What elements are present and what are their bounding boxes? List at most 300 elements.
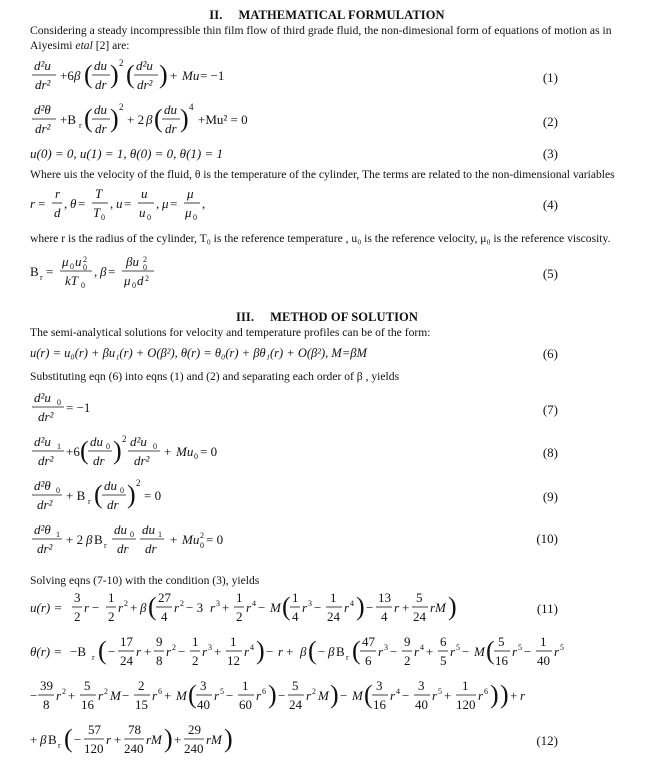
intro-paragraph [30,24,642,53]
svg-text:M: M [176,688,187,703]
svg-text:8: 8 [43,697,50,712]
svg-text:(: ( [154,104,163,133]
section-number: III. [235,310,255,324]
svg-text:+: + [222,600,230,615]
svg-text:r: r [450,644,456,659]
svg-text:1: 1 [462,678,469,693]
svg-text:r: r [88,497,91,506]
svg-text:r: r [202,644,208,659]
svg-text:2: 2 [108,609,115,624]
svg-text:dr: dr [165,121,177,136]
svg-text:): ) [164,724,173,753]
svg-text:(: ( [188,680,197,709]
svg-text:(: ( [98,636,107,665]
svg-text:24: 24 [413,609,426,624]
svg-text:4: 4 [252,599,256,608]
svg-text:dr²: dr² [134,453,150,468]
svg-text:= 0: = 0 [206,532,224,547]
svg-text:5: 5 [416,590,423,605]
svg-text:+Mu² = 0: +Mu² = 0 [198,112,248,127]
svg-text:r: r [106,732,112,747]
svg-text:du: du [104,478,117,493]
svg-text:17: 17 [120,634,133,649]
svg-text:Mu: Mu [176,444,194,459]
svg-text:β: β [140,600,147,615]
svg-text:40: 40 [197,697,210,712]
svg-text:−: − [108,644,116,659]
equation-3: u(0) = 0, u(1) = 1, θ(0) = 0, θ(1) = 1 [30,146,223,161]
svg-text:u: u [139,205,146,220]
svg-text:+: + [286,644,294,659]
svg-text:r: r [414,644,420,659]
svg-text:r: r [30,196,36,211]
svg-text:+6: +6 [66,444,80,459]
svg-text:2: 2 [192,653,199,668]
svg-text:2: 2 [122,434,127,444]
svg-text:+: + [170,532,178,547]
svg-text:2: 2 [236,609,243,624]
svg-text:M: M [474,644,485,659]
svg-text:−: − [402,688,410,703]
svg-text:40: 40 [537,653,550,668]
section-number: II. [209,8,223,22]
equation-number-11: (11) [536,601,558,616]
svg-text:B: B [30,264,39,279]
equation-4 [30,184,290,226]
svg-text:−: − [30,688,38,703]
where-paragraph-1: Where uis the velocity of the fluid, θ is the temperature of the cylinder, The terms are related to the non-dimensional variables [30,168,615,181]
equation-number-4: (4) [542,197,558,212]
svg-text:4: 4 [381,609,388,624]
svg-text:u: u [141,186,148,201]
svg-text:u: u [75,254,82,269]
svg-text:−: − [278,688,286,703]
svg-text:5: 5 [440,653,447,668]
svg-text:): ) [330,680,339,709]
svg-text:6: 6 [158,687,162,696]
svg-text:3: 3 [376,678,383,693]
svg-text:(: ( [486,636,495,665]
svg-text:d²θ: d²θ [34,522,51,537]
svg-text:dr: dr [117,541,129,556]
svg-text:2: 2 [145,274,149,283]
svg-text:r: r [520,688,526,703]
svg-text:16: 16 [373,697,386,712]
equation-number-10: (10) [536,531,558,546]
equation-1 [30,56,350,96]
svg-text:β: β [40,732,47,747]
svg-text:− 3: − 3 [186,600,204,615]
svg-text:2: 2 [172,643,176,652]
svg-text:= 0: = 0 [144,488,162,503]
equation-5 [30,252,250,296]
svg-text:−: − [178,644,186,659]
svg-text:d: d [137,273,144,288]
svg-text:5: 5 [498,634,505,649]
svg-text:+: + [30,732,38,747]
svg-text:β: β [146,112,153,127]
svg-text:dr²: dr² [37,541,53,556]
svg-text:+: + [68,688,76,703]
svg-text:=: = [78,196,86,211]
svg-text:=: = [46,264,54,279]
svg-text:1: 1 [292,590,299,605]
svg-text:3: 3 [74,590,81,605]
svg-text:78: 78 [128,722,141,737]
svg-text:(: ( [84,104,93,133]
svg-text:−: − [340,688,348,703]
svg-text:2: 2 [312,687,316,696]
svg-text:6: 6 [484,687,488,696]
svg-text:+ 2: + 2 [66,532,84,547]
svg-text:r: r [512,644,518,659]
svg-text:5: 5 [560,643,564,652]
svg-text:r: r [244,644,250,659]
svg-text:−: − [366,600,374,615]
svg-text:(: ( [282,592,291,621]
svg-text:29: 29 [188,722,201,737]
svg-text:2: 2 [62,687,66,696]
svg-text:+: + [130,600,138,615]
svg-text:du: du [114,522,127,537]
svg-text:1: 1 [540,634,547,649]
svg-text:βu: βu [126,254,139,269]
equation-9 [30,476,190,518]
svg-text:=: = [38,196,46,211]
svg-text:−: − [462,644,470,659]
svg-text:4: 4 [189,102,194,112]
svg-text:0: 0 [120,486,124,495]
equation-12-line-1 [30,632,570,676]
svg-text:3: 3 [200,678,207,693]
svg-text:0: 0 [153,442,157,451]
svg-text:6: 6 [262,687,266,696]
section-title: MATHEMATICAL FORMULATION [238,8,445,22]
svg-text:3: 3 [418,678,425,693]
svg-text:T: T [93,205,101,220]
section-title: METHOD OF SOLUTION [270,310,418,324]
equation-8 [30,432,270,474]
svg-text:1: 1 [236,590,243,605]
svg-text:2: 2 [180,599,184,608]
svg-text:(: ( [352,636,361,665]
svg-text:8: 8 [156,653,163,668]
svg-text:4: 4 [396,687,400,696]
svg-text:1: 1 [242,678,249,693]
equation-10 [30,520,250,560]
svg-text:5: 5 [220,687,224,696]
svg-text:β: β [328,644,335,659]
svg-text:dr: dr [145,541,157,556]
svg-text:dr: dr [95,77,107,92]
svg-text:): ) [490,680,499,709]
svg-text:−: − [74,732,82,747]
svg-text:120: 120 [84,741,104,756]
svg-text:−: − [266,644,274,659]
svg-text:r: r [344,600,350,615]
svg-text:r: r [478,688,484,703]
svg-text:0: 0 [200,541,204,550]
svg-text:r: r [306,688,312,703]
svg-text:(: ( [94,480,103,509]
svg-text:3: 3 [216,599,220,608]
svg-text:dr: dr [107,497,119,512]
svg-text:r: r [56,688,62,703]
svg-text:): ) [113,436,122,465]
svg-text:d²θ: d²θ [34,478,51,493]
svg-text:r: r [136,644,142,659]
svg-text:dr²: dr² [35,121,51,136]
svg-text:): ) [180,104,189,133]
where-paragraph-2: where r is the radius of the cylinder, T₀ is the reference temperature , u₀ is the reference velocity, μ₀ is the reference viscosity. [30,232,611,245]
equation-2 [30,100,350,142]
svg-text:4: 4 [420,643,424,652]
equation-number-6: (6) [542,346,558,361]
svg-text:,: , [64,196,68,211]
svg-text:B: B [48,732,57,747]
svg-text:): ) [256,636,265,665]
svg-text:5: 5 [456,643,460,652]
svg-text:(: ( [126,60,135,89]
svg-text:3: 3 [384,643,388,652]
svg-text:du: du [90,434,103,449]
svg-text:B: B [336,644,345,659]
svg-text:0: 0 [193,213,197,222]
svg-text:60: 60 [239,697,252,712]
equation-number-3: (3) [542,146,558,161]
svg-text:40: 40 [415,697,428,712]
svg-text:13: 13 [378,590,391,605]
equation-number-9: (9) [542,489,558,504]
svg-text:2: 2 [200,531,204,540]
svg-text:d²u: d²u [34,58,51,73]
equation-number-8: (8) [542,445,558,460]
equation-11 [30,588,470,630]
svg-text:240: 240 [124,741,144,756]
equation-12-line-3 [30,720,310,764]
svg-text:+: + [164,688,172,703]
svg-text:dr²: dr² [38,409,54,424]
svg-text:r: r [58,741,61,750]
svg-text:d²u: d²u [34,390,51,405]
svg-text:dr: dr [93,453,105,468]
svg-text:+6: +6 [60,68,74,83]
svg-text:u(r) =: u(r) = [30,600,63,615]
svg-text:d²u: d²u [130,434,147,449]
svg-text:+: + [170,68,178,83]
svg-text:u: u [116,196,123,211]
method-intro: The semi-analytical solutions for velocity and temperature profiles can be of the form: [30,326,431,339]
svg-text:1: 1 [56,530,60,539]
equation-number-2: (2) [542,114,558,129]
svg-text:(: ( [84,60,93,89]
svg-text:rM: rM [430,600,446,615]
svg-text:r: r [152,688,158,703]
svg-text:16: 16 [81,697,94,712]
svg-text:2: 2 [143,255,147,264]
svg-text:r: r [118,600,124,615]
svg-text:(: ( [308,636,317,665]
svg-text:5: 5 [518,643,522,652]
svg-text:0: 0 [101,213,105,222]
svg-text:0: 0 [57,398,61,407]
svg-text:dr²: dr² [35,77,51,92]
svg-text:16: 16 [495,653,508,668]
svg-text:39: 39 [40,678,53,693]
svg-text:du: du [142,522,155,537]
svg-text:d²u: d²u [34,434,51,449]
svg-text:kT: kT [65,273,78,288]
svg-text:15: 15 [135,697,148,712]
equation-12-line-2 [30,676,570,720]
equation-number-5: (5) [542,266,558,281]
svg-text:2: 2 [119,58,124,68]
svg-text:μ: μ [185,205,192,220]
svg-text:2: 2 [124,599,128,608]
svg-text:r: r [302,600,308,615]
svg-text:d²u: d²u [136,58,153,73]
svg-text:): ) [110,60,119,89]
section-heading-formulation [0,8,654,23]
svg-text:6: 6 [440,634,447,649]
equation-number-1: (1) [542,70,558,85]
svg-text:,: , [156,196,160,211]
svg-text:r: r [378,644,384,659]
svg-text:du: du [94,58,107,73]
svg-text:B: B [94,532,103,547]
svg-text:r: r [174,600,180,615]
svg-text:(: ( [148,592,157,621]
svg-text:= −1: = −1 [66,400,91,415]
svg-text:0: 0 [194,452,198,461]
svg-text:=: = [124,196,132,211]
svg-text:r: r [92,653,95,662]
svg-text:d: d [54,205,61,220]
svg-text:4: 4 [250,643,254,652]
svg-text:): ) [356,592,365,621]
svg-text:2: 2 [119,102,124,112]
svg-text:12: 12 [227,653,240,668]
svg-text:0: 0 [143,263,147,272]
svg-text:0: 0 [56,486,60,495]
svg-text:(: ( [364,680,373,709]
svg-text:r: r [84,600,90,615]
svg-text:): ) [127,480,136,509]
svg-text:r: r [210,600,216,615]
svg-text:du: du [94,102,107,117]
svg-text:β: β [86,532,93,547]
svg-text:1: 1 [330,590,337,605]
svg-text:1: 1 [108,590,115,605]
svg-text:β: β [100,264,107,279]
svg-text:−: − [524,644,532,659]
svg-text:0: 0 [106,442,110,451]
svg-text:r: r [40,273,43,282]
svg-text:1: 1 [230,634,237,649]
svg-text:r: r [79,121,82,130]
svg-text:r: r [432,688,438,703]
equation-7 [30,388,150,432]
section-heading-method [0,310,654,325]
svg-text:27: 27 [158,590,171,605]
svg-text:+ 2: + 2 [127,112,145,127]
svg-text:2: 2 [74,609,81,624]
svg-text:): ) [448,592,457,621]
svg-text:+: + [114,732,122,747]
svg-text:+: + [144,644,152,659]
intro-line-2: Aiyesimi etal [2] are: [30,38,130,52]
svg-text:μ: μ [162,196,169,211]
svg-text:,: , [110,196,114,211]
svg-text:,: , [94,264,98,279]
svg-text:2: 2 [104,687,108,696]
svg-text:+: + [444,688,452,703]
svg-text:r: r [55,186,61,201]
svg-text:T: T [95,186,103,201]
svg-text:−: − [122,688,130,703]
svg-text:M: M [318,688,329,703]
svg-text:−: − [314,600,322,615]
svg-text:r: r [214,688,220,703]
svg-text:=: = [170,196,178,211]
intro-line-1: Considering a steady incompressible thin film flow of third grade fluid, the non-dimesional form of equations of motion as in [30,24,612,37]
svg-text:2: 2 [136,478,141,488]
svg-text:0: 0 [132,281,136,290]
equation-6: u(r) = u₀(r) + βu₁(r) + O(β²), θ(r) = θ₀(r) + βθ₁(r) + O(β²), M=βM [30,346,367,360]
svg-text:+: + [426,644,434,659]
svg-text:dr²: dr² [137,77,153,92]
svg-text:θ(r) =: θ(r) = [30,644,63,659]
svg-text:3: 3 [208,643,212,652]
svg-text:r: r [98,688,104,703]
svg-text:2: 2 [138,678,145,693]
svg-text:4: 4 [350,599,354,608]
svg-text:2: 2 [404,653,411,668]
svg-text:M: M [352,688,363,703]
svg-text:dr²: dr² [37,497,53,512]
svg-text:r: r [166,644,172,659]
svg-text:r: r [246,600,252,615]
svg-text:1: 1 [158,530,162,539]
svg-text:): ) [268,680,277,709]
svg-text:): ) [110,104,119,133]
svg-text:(: ( [64,724,73,753]
svg-text:Mu: Mu [182,532,200,547]
svg-text:5: 5 [84,678,91,693]
svg-text:M: M [110,688,121,703]
svg-text:3: 3 [308,599,312,608]
svg-text:+: + [214,644,222,659]
svg-text:d²θ: d²θ [34,102,51,117]
svg-text:(: ( [80,436,89,465]
svg-text:−: − [258,600,266,615]
svg-text:Mu: Mu [182,68,200,83]
svg-text:2: 2 [83,255,87,264]
svg-text:μ: μ [124,273,131,288]
svg-text:−: − [318,644,326,659]
svg-text:,: , [202,196,206,211]
solving-line: Solving eqns (7-10) with the condition (3), yields [30,574,260,587]
svg-text:+B: +B [60,112,77,127]
svg-text:): ) [500,680,509,709]
svg-text:=: = [108,264,116,279]
svg-text:r: r [104,541,107,550]
svg-text:+: + [402,600,410,615]
svg-text:−: − [390,644,398,659]
svg-text:240: 240 [184,741,204,756]
svg-text:dr²: dr² [38,453,54,468]
svg-text:μ: μ [187,186,194,201]
